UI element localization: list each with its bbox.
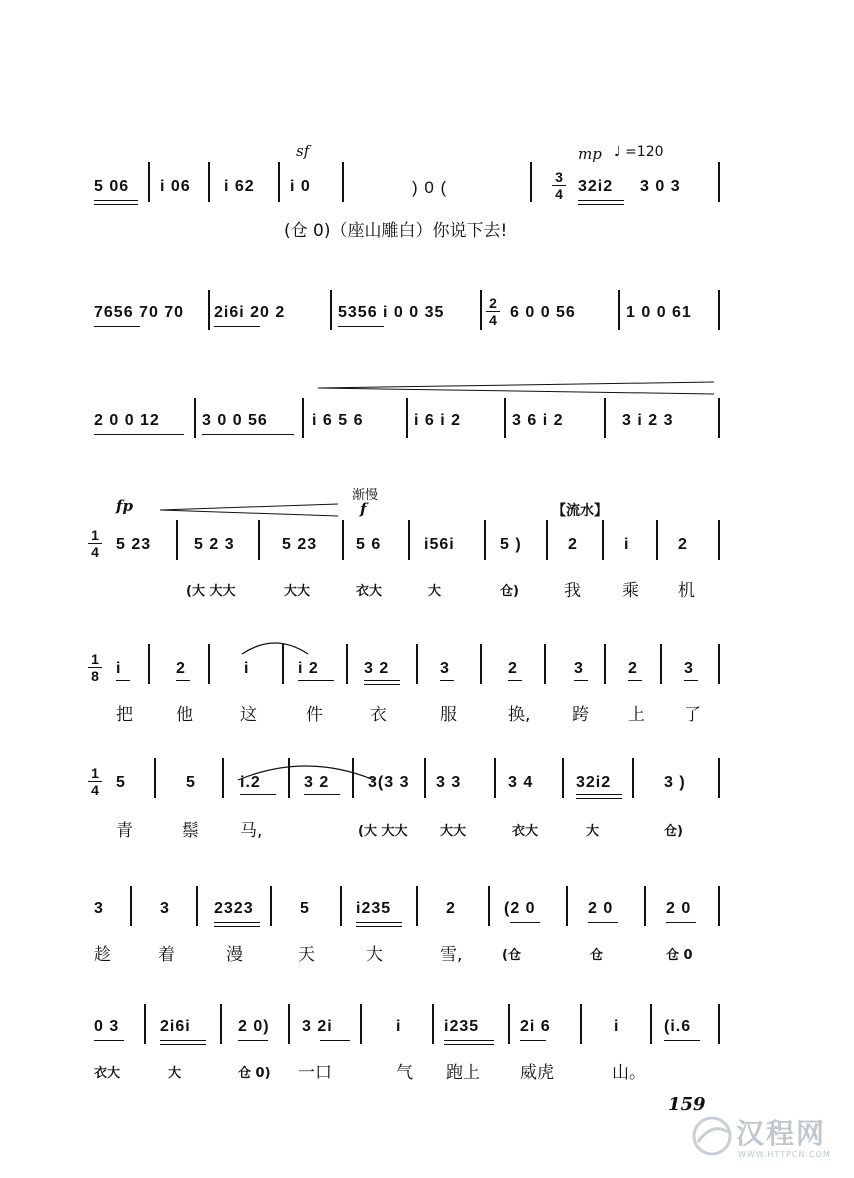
note: 5 [186, 774, 196, 791]
barline [562, 758, 564, 798]
note-group: 2 0 [666, 900, 692, 917]
note: i [614, 1018, 620, 1035]
note-group: 5 ) [500, 536, 522, 553]
note-group: 3 2 [304, 774, 330, 791]
time-signature-1-4: 1 4 [88, 766, 102, 797]
lyric-char: 趁 [94, 945, 111, 965]
note-group: 5356 i 0 0 35 [338, 304, 445, 321]
underline [444, 1040, 494, 1041]
lyric-char: 大 [366, 945, 383, 965]
barline [176, 520, 178, 560]
barline [580, 1004, 582, 1044]
underline [588, 922, 618, 923]
barline [718, 290, 720, 330]
underline [664, 1040, 700, 1041]
lyric-char: 这 [240, 705, 257, 725]
underline [628, 680, 642, 681]
note-group: i 6 5 6 [312, 412, 364, 429]
note-group: i 62 [224, 178, 255, 195]
barline [508, 1004, 510, 1044]
barline [130, 886, 132, 926]
watermark-logo-icon [688, 1112, 738, 1158]
percussion-syllable: 仓 0) [238, 1066, 271, 1081]
percussion-syllable: 衣大 [356, 584, 383, 599]
lyric-char: 服 [440, 705, 457, 725]
barline [208, 644, 210, 684]
barline [602, 520, 604, 560]
rest-bracket: ) 0 ( [412, 178, 448, 197]
barline [330, 290, 332, 330]
barline [718, 520, 720, 560]
dynamic-f: f [360, 500, 367, 518]
barline [194, 398, 196, 438]
barline [718, 758, 720, 798]
barline [208, 162, 210, 202]
barline [278, 162, 280, 202]
underline [578, 200, 624, 201]
underline [356, 922, 402, 923]
barline [342, 520, 344, 560]
note-group: 2i 6 [520, 1018, 551, 1035]
underline [364, 680, 400, 681]
note: 5 [300, 900, 310, 917]
barline [488, 886, 490, 926]
barline [416, 886, 418, 926]
lyric-char: 一口 [298, 1063, 332, 1083]
lyric-char: 山。 [612, 1063, 646, 1083]
percussion-syllable: 仓) [500, 584, 519, 599]
note-group: 1 0 0 61 [626, 304, 692, 321]
note-group: 2 0 0 12 [94, 412, 160, 429]
barline [604, 644, 606, 684]
note-group: 2 [678, 536, 688, 553]
lyric-char: 跑上 [446, 1063, 480, 1083]
percussion-syllable: 仓 0 [666, 948, 693, 963]
underline [94, 204, 138, 205]
underline [440, 680, 454, 681]
percussion-syllable: (大 大大 [186, 584, 236, 599]
barline [416, 644, 418, 684]
note: 5 [116, 774, 126, 791]
lyric-char: 鬃 [182, 821, 199, 841]
time-signature-2-4: 2 4 [486, 296, 500, 327]
lyric-char: 把 [116, 705, 133, 725]
decrescendo-hairpin [160, 502, 340, 518]
note-group: 3 0 3 [640, 178, 681, 195]
note-group: (i.6 [664, 1018, 692, 1035]
note-group: 3 4 [508, 774, 534, 791]
note-group: 5 2 3 [194, 536, 235, 553]
note-group: 3 i 2 3 [622, 412, 674, 429]
lyric-char: 衣 [370, 705, 387, 725]
barline [632, 758, 634, 798]
underline [510, 922, 540, 923]
note-group: 7656 70 70 [94, 304, 185, 321]
note-group: 32i2 [578, 178, 614, 195]
note-group: 2i6i [160, 1018, 191, 1035]
note-group: i.2 [240, 774, 261, 791]
barline [424, 758, 426, 798]
note-group: i235 [356, 900, 392, 917]
note: 3 [440, 660, 450, 677]
underline [578, 204, 624, 205]
percussion-syllable: 仓) [664, 824, 683, 839]
lyric-char: 件 [306, 705, 323, 725]
underline [214, 926, 260, 927]
note-group: 2323 [214, 900, 254, 917]
percussion-syllable: 大大 [440, 824, 467, 839]
note: 2 [508, 660, 518, 677]
underline [160, 1044, 206, 1045]
underline [94, 1040, 124, 1041]
lyric-char: 威虎 [520, 1063, 554, 1083]
time-signature-3-4: 3 4 [552, 170, 566, 201]
note-group: (2 0 [504, 900, 536, 917]
note: i 2 [298, 660, 319, 677]
barline [288, 758, 290, 798]
note-group: 2 0 [588, 900, 614, 917]
note-group: 2i6i 20 2 [214, 304, 286, 321]
barline [154, 758, 156, 798]
lyric-char: 跨 [572, 705, 589, 725]
dynamic-sf: sf [296, 142, 310, 160]
underline [94, 434, 184, 435]
note: 3 2 [364, 660, 390, 677]
underline [214, 922, 260, 923]
note-group: 0 3 [94, 1018, 120, 1035]
percussion-syllable: 仓 [590, 948, 604, 963]
note-group: 3 6 i 2 [512, 412, 564, 429]
note-group: 32i2 [576, 774, 612, 791]
lyric-char: 他 [176, 705, 193, 725]
barline [196, 886, 198, 926]
underline [520, 1040, 546, 1041]
barline [650, 1004, 652, 1044]
note-group: 3 0 0 56 [202, 412, 268, 429]
barline [546, 520, 548, 560]
barline [644, 886, 646, 926]
section-liushui: 【流水】 [552, 503, 608, 519]
percussion-syllable: (大 大大 [358, 824, 408, 839]
percussion-syllable: 衣大 [512, 824, 539, 839]
underline [684, 680, 698, 681]
barline [718, 1004, 720, 1044]
barline [530, 162, 532, 202]
barline [718, 886, 720, 926]
lyric-char: 了 [684, 705, 701, 725]
note: 3 [684, 660, 694, 677]
barline [342, 162, 344, 202]
underline [338, 326, 384, 327]
lyric-line: (仓 0)（座山雕白）你说下去! [284, 221, 508, 241]
note: 3 [574, 660, 584, 677]
underline [356, 926, 402, 927]
underline [576, 794, 622, 795]
underline [176, 680, 190, 681]
underline [202, 434, 294, 435]
tempo-mark: ♩ =120 [614, 144, 664, 160]
lyric-char: 着 [158, 945, 175, 965]
lyric-char: 我 [564, 581, 581, 601]
barline [270, 886, 272, 926]
lyric-char: 天 [298, 945, 315, 965]
barline [288, 1004, 290, 1044]
note-group: i [624, 536, 630, 553]
underline [508, 680, 522, 681]
barline [718, 398, 720, 438]
barline [618, 290, 620, 330]
underline [94, 326, 140, 327]
note: i [116, 660, 122, 677]
note-group: 3 2i [302, 1018, 333, 1035]
underline [160, 1040, 206, 1041]
barline [148, 162, 150, 202]
note: 3 [94, 900, 104, 917]
percussion-syllable: 大 [168, 1066, 182, 1081]
note-group: 5 23 [116, 536, 152, 553]
lyric-char: 青 [116, 821, 133, 841]
underline [320, 1040, 350, 1041]
note-group: i 06 [160, 178, 191, 195]
barline [258, 520, 260, 560]
underline [240, 794, 276, 795]
lyric-char: 上 [628, 705, 645, 725]
note-group: 2 0) [238, 1018, 270, 1035]
barline [544, 644, 546, 684]
barline [208, 290, 210, 330]
barline [718, 644, 720, 684]
underline [214, 326, 260, 327]
barline [494, 758, 496, 798]
underline [304, 794, 340, 795]
barline [406, 398, 408, 438]
lyric-char: 乘 [622, 581, 639, 601]
underline [298, 680, 334, 681]
note: 2 [176, 660, 186, 677]
barline [222, 758, 224, 798]
note-group: 5 06 [94, 178, 130, 195]
note: i [396, 1018, 402, 1035]
underline [116, 680, 130, 681]
note-group: 3 3 [436, 774, 462, 791]
note-group: 6 0 0 56 [510, 304, 576, 321]
watermark-url: WWW.HTTPCN.COM [738, 1150, 831, 1159]
note-group: 3(3 3 [368, 774, 410, 791]
barline [282, 644, 284, 684]
note-group: 5 6 [356, 536, 382, 553]
barline [220, 1004, 222, 1044]
barline [408, 520, 410, 560]
percussion-syllable: 大 [428, 584, 442, 599]
lyric-char: 雪, [440, 945, 463, 965]
barline [718, 162, 720, 202]
watermark [688, 1108, 838, 1168]
barline [604, 398, 606, 438]
underline [94, 200, 138, 201]
tempo-jianman: 渐慢 [352, 488, 379, 503]
note-group: i 6 i 2 [414, 412, 462, 429]
note-group: i 0 [290, 178, 311, 195]
barline [480, 290, 482, 330]
underline [238, 1040, 268, 1041]
underline [364, 684, 400, 685]
percussion-syllable: (仓 [502, 948, 521, 963]
barline [340, 886, 342, 926]
page-number: 159 [668, 1094, 706, 1115]
underline [666, 922, 696, 923]
barline [144, 1004, 146, 1044]
dynamic-fp: fp [116, 497, 133, 515]
lyric-char: 机 [678, 581, 695, 601]
note: i [244, 660, 250, 677]
note-group: 2 [568, 536, 578, 553]
lyric-char: 气 [396, 1063, 413, 1083]
barline [484, 520, 486, 560]
slur [240, 636, 310, 656]
time-signature-1-8: 1 8 [88, 652, 102, 683]
percussion-syllable: 衣大 [94, 1066, 121, 1081]
note: 3 [160, 900, 170, 917]
barline [504, 398, 506, 438]
barline [432, 1004, 434, 1044]
barline [302, 398, 304, 438]
lyric-char: 马, [240, 821, 263, 841]
underline [574, 680, 588, 681]
barline [566, 886, 568, 926]
barline [660, 644, 662, 684]
note-group: i235 [444, 1018, 480, 1035]
barline [148, 644, 150, 684]
barline [352, 758, 354, 798]
barline [656, 520, 658, 560]
time-signature-1-4: 1 4 [88, 528, 102, 559]
note-group: 5 23 [282, 536, 318, 553]
lyric-char: 换, [508, 705, 531, 725]
barline [360, 1004, 362, 1044]
crescendo-hairpin [318, 378, 718, 398]
note: 2 [628, 660, 638, 677]
percussion-syllable: 大 [586, 824, 600, 839]
dynamic-mp: mp [578, 145, 602, 163]
watermark-brand: 汉程网 [736, 1117, 827, 1150]
percussion-syllable: 大大 [284, 584, 311, 599]
note-group: 3 ) [664, 774, 686, 791]
underline [576, 798, 622, 799]
barline [480, 644, 482, 684]
note: 2 [446, 900, 456, 917]
underline [444, 1044, 494, 1045]
lyric-char: 漫 [226, 945, 243, 965]
note-group: i56i [424, 536, 455, 553]
barline [346, 644, 348, 684]
